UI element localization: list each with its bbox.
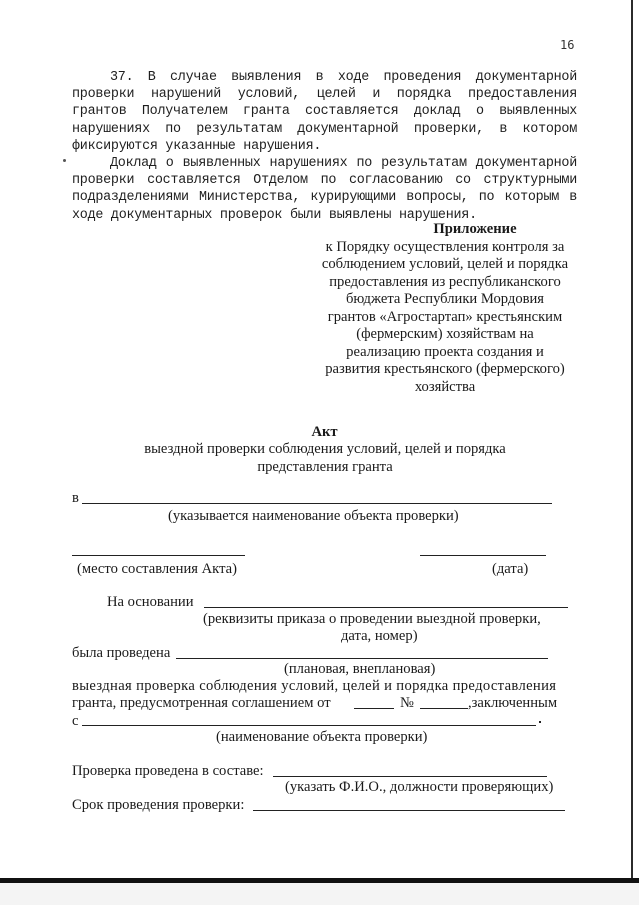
composition-hint: (указать Ф.И.О., должности проверяющих)	[285, 779, 554, 795]
scan-margin	[0, 883, 639, 905]
basis-label: На основании	[107, 594, 194, 610]
agreement-number-blank	[420, 708, 468, 709]
type-hint: (плановая, внеплановая)	[284, 661, 436, 677]
basis-hint-line-2: дата, номер)	[341, 628, 418, 644]
object-hint: (указывается наименование объекта проверки)	[168, 508, 459, 524]
act-title: Акт	[311, 424, 338, 440]
composition-label: Проверка проведена в составе:	[72, 763, 264, 779]
inspection-line-2: гранта, предусмотренная соглашением от	[72, 695, 331, 711]
appendix-text: к Порядку осуществления контроля за соблюдением условий, целей и порядка предоставления из республиканского бюджета Республики Мордовия грантов «Агростартап» крестьянским (фермерским) хозяйствам на реализацию проекта создания и развития крестьянского (фермерского) хозяйства	[321, 238, 569, 395]
basis-hint-line-1: (реквизиты приказа о проведении выездной проверки,	[203, 611, 541, 627]
agreement-date-blank	[354, 708, 394, 709]
period-blank-line	[253, 810, 565, 811]
place-blank-line	[72, 555, 245, 556]
place-hint: (место составления Акта)	[77, 561, 237, 577]
object-blank-line	[82, 503, 552, 504]
with-prefix: с	[72, 713, 79, 729]
was-conducted-label: была проведена	[72, 645, 171, 661]
date-hint: (дата)	[492, 561, 529, 577]
composition-blank-line	[273, 776, 547, 777]
page-number: 16	[560, 38, 575, 52]
in-prefix: в	[72, 490, 79, 506]
type-blank-line	[176, 658, 548, 659]
appendix-heading: Приложение	[433, 221, 517, 237]
appendix-block	[300, 221, 590, 396]
period-mark	[539, 721, 541, 723]
paragraph-report: Доклад о выявленных нарушениях по результатам документарной проверки составляется Отделом по согласованию со структурными подразделениями Министерства, курирующими вопросы, по которым в ходе документарных проверок были выявлены нарушения.	[72, 156, 577, 223]
basis-blank-line	[204, 607, 568, 608]
object-name-hint: (наименование объекта проверки)	[216, 729, 428, 745]
number-sign: №	[400, 695, 414, 711]
period-label: Срок проведения проверки:	[72, 797, 245, 813]
inspection-line-1: выездная проверка соблюдения условий, целей и порядка предоставления	[72, 678, 557, 694]
scan-speck	[63, 159, 66, 162]
counterparty-blank-line	[82, 725, 536, 726]
clause-37-text	[72, 69, 577, 224]
act-subtitle: выездной проверки соблюдения условий, целей и порядка представления гранта	[144, 441, 506, 475]
date-blank-line	[420, 555, 546, 556]
concluded-label: ,заключенным	[468, 695, 558, 711]
paragraph-37: 37. В случае выявления в ходе проведения документарной проверки нарушений условий, целей и порядка предоставления грантов Получателем гранта составляется доклад о выявленных нарушениях по результатам документарной проверки, в котором фиксируются указанные нарушения.	[72, 70, 577, 154]
scan-right-edge	[631, 0, 633, 878]
